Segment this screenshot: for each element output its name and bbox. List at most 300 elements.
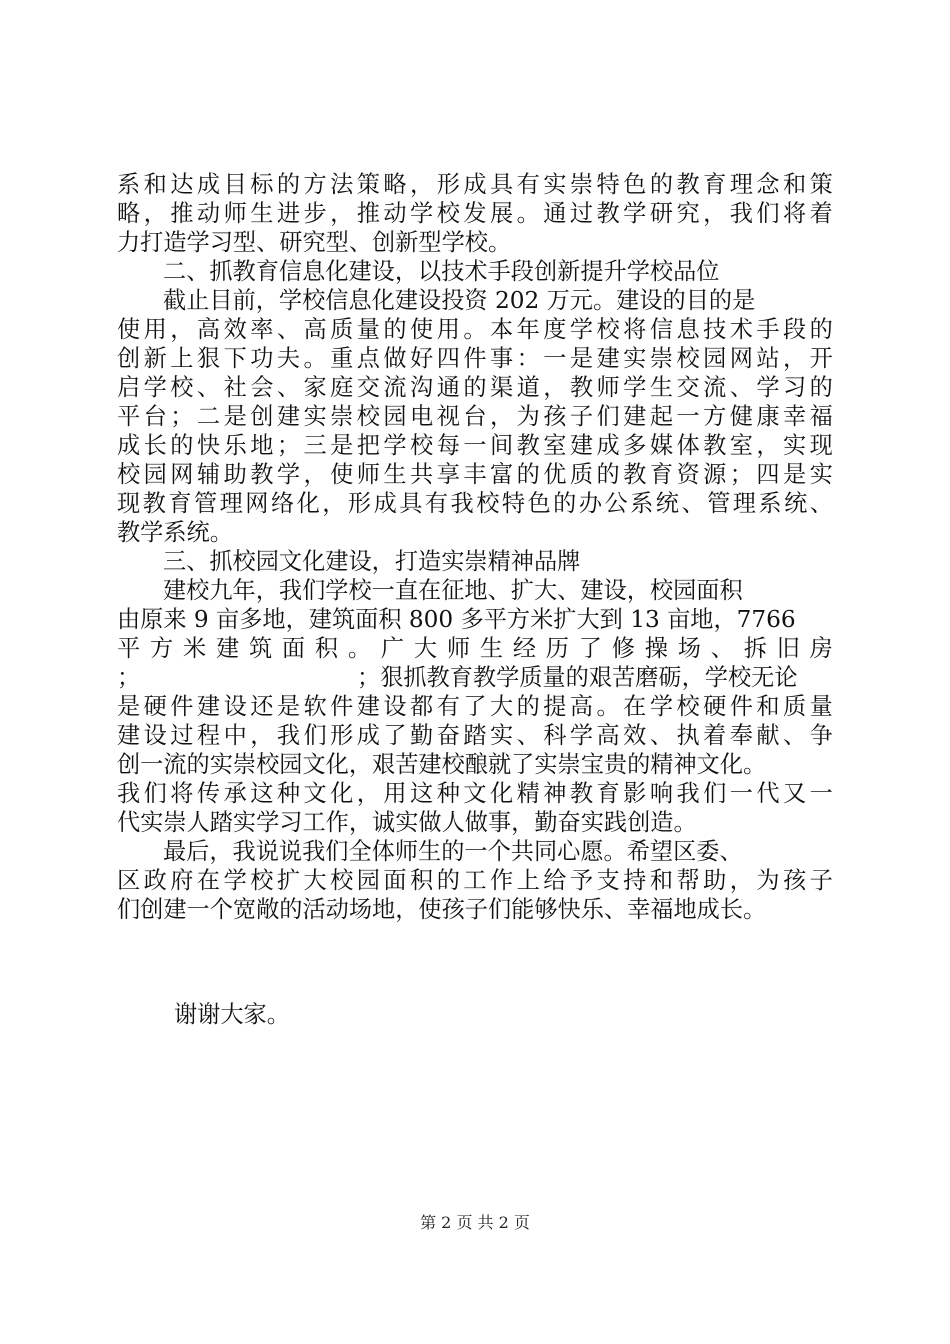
text-glyph: 视 xyxy=(436,403,460,430)
text-glyph: 师 xyxy=(223,200,247,227)
text-glyph: 崇 xyxy=(330,403,354,430)
text-glyph: 年 xyxy=(516,316,540,343)
text-glyph: 学 xyxy=(276,461,301,488)
text-glyph: 平 xyxy=(117,403,141,430)
text-glyph: 是 xyxy=(569,345,594,372)
text-glyph: 形 xyxy=(330,722,354,749)
text-glyph: 策 xyxy=(809,171,833,198)
text-glyph: 又 xyxy=(783,780,807,807)
text-glyph: 精 xyxy=(516,780,540,807)
text-glyph: 有 xyxy=(424,490,449,517)
text-glyph: ； xyxy=(276,432,301,459)
text-glyph: 一 xyxy=(809,780,833,807)
text-glyph: 大 xyxy=(303,867,327,894)
text-glyph: 这 xyxy=(410,780,434,807)
text-glyph: ， xyxy=(729,867,753,894)
text-glyph: 经 xyxy=(512,635,536,662)
text-glyph: 校 xyxy=(476,490,500,517)
text-glyph: 是 xyxy=(223,403,247,430)
text-glyph: 狠 xyxy=(196,345,221,372)
text-glyph: 上 xyxy=(516,867,540,894)
text-glyph: 历 xyxy=(545,635,569,662)
text-glyph: 略 xyxy=(383,171,407,198)
text-glyph: 成 xyxy=(196,171,221,198)
text-glyph: 用 xyxy=(436,316,460,343)
text-glyph: ， xyxy=(356,780,380,807)
text-glyph: 校 xyxy=(250,867,274,894)
text-glyph: 、 xyxy=(649,722,673,749)
text-glyph: 启 xyxy=(117,374,141,401)
text-glyph: 本 xyxy=(489,316,514,343)
text-glyph: ， xyxy=(756,432,780,459)
text-glyph: 下 xyxy=(223,345,247,372)
text-glyph: 们 xyxy=(756,200,780,227)
text-glyph: 体 xyxy=(676,432,700,459)
text-line: 截止目前，学校信息化建设投资 202 万元。建设的目的是 xyxy=(163,287,756,314)
text-fragment: ； xyxy=(117,664,141,691)
text-glyph: 色 xyxy=(527,490,551,517)
text-glyph: 过 xyxy=(569,200,594,227)
text-glyph: 的 xyxy=(516,461,540,488)
text-glyph: 和 xyxy=(649,867,673,894)
text-glyph: 扩 xyxy=(276,867,301,894)
text-glyph: 成 xyxy=(463,171,487,198)
text-glyph: 系 xyxy=(630,490,654,517)
text-glyph: 子 xyxy=(569,403,594,430)
text-glyph: 法 xyxy=(330,171,354,198)
text-glyph: 在 xyxy=(623,693,647,720)
text-glyph: 学 xyxy=(623,200,647,227)
text-glyph: 高 xyxy=(569,693,594,720)
text-glyph: 质 xyxy=(783,693,807,720)
text-glyph: 学 xyxy=(223,867,247,894)
text-glyph: 道 xyxy=(516,374,540,401)
text-glyph: 给 xyxy=(543,867,567,894)
text-line: 教学系统。 xyxy=(117,519,233,546)
text-glyph: 社 xyxy=(223,374,247,401)
text-glyph: 将 xyxy=(783,200,807,227)
text-glyph: 富 xyxy=(489,461,514,488)
text-glyph: 和 xyxy=(783,171,807,198)
text-glyph: 二 xyxy=(196,403,221,430)
text-glyph: 络 xyxy=(270,490,295,517)
text-glyph: 高 xyxy=(196,316,221,343)
text-glyph: 略 xyxy=(117,200,141,227)
text-glyph: 操 xyxy=(644,635,668,662)
text-glyph: 奋 xyxy=(436,722,460,749)
text-glyph: 建 xyxy=(215,635,240,662)
text-glyph: 我 xyxy=(117,780,141,807)
text-line xyxy=(117,779,833,808)
text-glyph: 、 xyxy=(729,374,753,401)
text-glyph: 师 xyxy=(596,374,620,401)
text-glyph: 教 xyxy=(569,780,594,807)
text-glyph: 建 xyxy=(196,693,221,720)
text-glyph: 形 xyxy=(436,171,460,198)
text-glyph: 学 xyxy=(410,200,434,227)
text-glyph: 大 xyxy=(489,693,514,720)
text-glyph: 把 xyxy=(356,432,380,459)
text-glyph: 园 xyxy=(356,867,380,894)
text-glyph: 和 xyxy=(756,693,780,720)
text-glyph: 享 xyxy=(436,461,460,488)
text-glyph: 我 xyxy=(276,722,301,749)
text-glyph: 学 xyxy=(383,432,407,459)
text-glyph: 教 xyxy=(676,171,700,198)
text-glyph: 。 xyxy=(516,200,540,227)
text-line xyxy=(117,373,833,402)
text-glyph: ， xyxy=(783,345,807,372)
text-glyph: 实 xyxy=(489,722,514,749)
text-glyph: 园 xyxy=(703,345,727,372)
text-glyph: 快 xyxy=(196,432,221,459)
text-glyph: 软 xyxy=(303,693,327,720)
text-glyph: 夫 xyxy=(276,345,301,372)
text-glyph: 统 xyxy=(784,490,808,517)
text-glyph: 积 xyxy=(410,867,434,894)
text-glyph: ， xyxy=(330,200,354,227)
text-glyph: 校 xyxy=(170,374,194,401)
text-glyph: 四 xyxy=(756,461,780,488)
text-glyph: 、 xyxy=(710,635,734,662)
text-glyph: 旧 xyxy=(776,635,800,662)
text-glyph: 神 xyxy=(543,780,567,807)
text-glyph: 的 xyxy=(170,432,194,459)
text-glyph: 多 xyxy=(623,432,647,459)
text-line xyxy=(117,344,833,373)
text-glyph: 园 xyxy=(383,403,407,430)
text-line xyxy=(117,634,833,663)
text-glyph: 校 xyxy=(676,693,700,720)
text-glyph: 用 xyxy=(383,780,407,807)
text-glyph: 孩 xyxy=(783,867,807,894)
text-glyph: 设 xyxy=(223,693,247,720)
text-glyph: 踏 xyxy=(463,722,487,749)
text-glyph: 通 xyxy=(543,200,567,227)
text-glyph: 的 xyxy=(463,374,487,401)
text-glyph: 成 xyxy=(373,490,397,517)
text-glyph: 化 xyxy=(330,780,354,807)
text-glyph: 庭 xyxy=(330,374,354,401)
text-line xyxy=(117,170,833,199)
text-glyph: 建 xyxy=(117,722,141,749)
text-glyph: 推 xyxy=(356,200,380,227)
text-glyph: 的 xyxy=(649,171,673,198)
text-glyph: ， xyxy=(322,490,346,517)
text-glyph: 理 xyxy=(219,490,243,517)
text-glyph: ， xyxy=(250,722,274,749)
text-glyph: 的 xyxy=(596,461,620,488)
text-glyph: 文 xyxy=(463,780,487,807)
text-glyph: 交 xyxy=(356,374,380,401)
text-glyph: 科 xyxy=(543,722,567,749)
text-glyph: 做 xyxy=(383,345,407,372)
text-glyph: 高 xyxy=(596,722,620,749)
text-glyph: 推 xyxy=(170,200,194,227)
text-glyph: 教 xyxy=(703,432,727,459)
text-glyph: 生 xyxy=(250,200,274,227)
text-glyph: 持 xyxy=(623,867,647,894)
text-glyph: 实 xyxy=(809,461,833,488)
text-glyph: 息 xyxy=(676,316,700,343)
text-glyph: ， xyxy=(410,171,434,198)
text-glyph: 程 xyxy=(196,722,221,749)
text-glyph: 们 xyxy=(596,403,620,430)
text-glyph: 建 xyxy=(356,693,380,720)
text-glyph: 统 xyxy=(655,490,679,517)
section-heading: 三、抓校园文化建设，打造实崇精神品牌 xyxy=(163,548,581,575)
text-glyph: 。 xyxy=(463,316,487,343)
text-glyph: 。 xyxy=(596,693,620,720)
text-glyph: 的 xyxy=(383,316,407,343)
text-line xyxy=(117,721,833,750)
text-glyph: 件 xyxy=(330,693,354,720)
text-glyph: 教 xyxy=(569,374,594,401)
text-glyph: 功 xyxy=(250,345,274,372)
text-glyph: 量 xyxy=(809,693,833,720)
text-glyph: 育 xyxy=(596,780,620,807)
text-glyph: 文 xyxy=(303,780,327,807)
text-glyph: 。 xyxy=(303,345,327,372)
text-glyph: 发 xyxy=(463,200,487,227)
text-glyph: 师 xyxy=(356,461,380,488)
text-glyph: 事 xyxy=(489,345,514,372)
text-glyph: 创 xyxy=(117,345,141,372)
text-glyph: 一 xyxy=(729,780,753,807)
text-glyph: 建 xyxy=(596,345,620,372)
text-glyph: 助 xyxy=(223,461,247,488)
text-glyph: 理 xyxy=(729,171,753,198)
text-glyph: 优 xyxy=(543,461,567,488)
text-line: 们创建一个宽敞的活动场地，使孩子们能够快乐、幸福地成长。 xyxy=(117,896,767,923)
text-glyph: 学 xyxy=(569,722,594,749)
text-glyph: 筑 xyxy=(248,635,273,662)
text-glyph: 丰 xyxy=(463,461,487,488)
text-glyph: 建 xyxy=(276,403,301,430)
text-line xyxy=(117,315,833,344)
text-glyph: 子 xyxy=(809,867,833,894)
text-glyph: 有 xyxy=(436,693,460,720)
text-glyph: 康 xyxy=(756,403,780,430)
text-glyph: 、 xyxy=(276,374,301,401)
text-glyph: 了 xyxy=(463,693,487,720)
text-glyph: 建 xyxy=(569,432,594,459)
text-glyph: 面 xyxy=(281,635,306,662)
text-glyph: 网 xyxy=(245,490,269,517)
text-glyph: 媒 xyxy=(649,432,673,459)
text-glyph: 学 xyxy=(143,374,167,401)
text-glyph: 公 xyxy=(604,490,628,517)
text-glyph: 府 xyxy=(170,867,194,894)
text-glyph: 提 xyxy=(543,693,567,720)
text-glyph: 策 xyxy=(356,171,380,198)
text-glyph: 将 xyxy=(170,780,194,807)
text-glyph: 具 xyxy=(399,490,423,517)
text-glyph: 术 xyxy=(729,316,753,343)
text-glyph: 崇 xyxy=(649,345,673,372)
text-glyph: 过 xyxy=(170,722,194,749)
text-glyph: 重 xyxy=(330,345,354,372)
text-glyph: 质 xyxy=(569,461,594,488)
text-fragment: ；狠抓教育教学质量的艰苦磨砺，学校无论 xyxy=(357,664,798,691)
text-glyph: 是 xyxy=(330,432,354,459)
text-glyph: 奉 xyxy=(729,722,753,749)
text-glyph: 标 xyxy=(250,171,274,198)
text-glyph: 、 xyxy=(809,490,833,517)
text-glyph: 乐 xyxy=(223,432,247,459)
text-line xyxy=(117,402,833,431)
text-glyph: 们 xyxy=(703,780,727,807)
text-glyph: 效 xyxy=(223,316,247,343)
text-glyph: 学 xyxy=(623,374,647,401)
text-glyph: 点 xyxy=(356,345,380,372)
text-glyph: 我 xyxy=(676,780,700,807)
text-glyph: 帮 xyxy=(676,867,700,894)
text-glyph: 了 xyxy=(578,635,602,662)
text-glyph: 网 xyxy=(170,461,194,488)
text-glyph: 动 xyxy=(196,200,221,227)
text-glyph: 件 xyxy=(170,693,194,720)
text-glyph: 还 xyxy=(250,693,274,720)
text-glyph: 教 xyxy=(142,490,166,517)
text-glyph: 政 xyxy=(143,867,167,894)
text-glyph: 中 xyxy=(223,722,247,749)
text-glyph: 地 xyxy=(250,432,274,459)
text-glyph: 、 xyxy=(783,722,807,749)
text-glyph: 为 xyxy=(516,403,540,430)
text-glyph: 研 xyxy=(649,200,673,227)
text-glyph: 代 xyxy=(756,780,780,807)
text-glyph: ， xyxy=(489,403,514,430)
text-glyph: 起 xyxy=(649,403,673,430)
text-glyph: 展 xyxy=(489,200,514,227)
text-glyph: 度 xyxy=(543,316,567,343)
page-footer: 第 2 页 共 2 页 xyxy=(420,1213,530,1232)
text-glyph: 生 xyxy=(383,461,407,488)
text-glyph: 资 xyxy=(676,461,700,488)
text-glyph: 源 xyxy=(703,461,727,488)
text-glyph: 进 xyxy=(276,200,301,227)
text-glyph: 场 xyxy=(677,635,701,662)
text-glyph: 健 xyxy=(729,403,753,430)
text-glyph: 育 xyxy=(703,171,727,198)
text-glyph: 教 xyxy=(516,432,540,459)
text-glyph: 校 xyxy=(356,403,380,430)
text-glyph: 的 xyxy=(516,693,540,720)
text-glyph: 在 xyxy=(196,867,221,894)
text-glyph: 校 xyxy=(330,867,354,894)
text-glyph: 学 xyxy=(569,316,594,343)
text-glyph: 室 xyxy=(729,432,753,459)
text-glyph: 使 xyxy=(410,316,434,343)
text-line xyxy=(117,692,833,721)
text-glyph: 予 xyxy=(569,867,594,894)
text-glyph: ， xyxy=(170,316,194,343)
text-glyph: 会 xyxy=(250,374,274,401)
text-glyph: 有 xyxy=(516,171,540,198)
text-glyph: 硬 xyxy=(703,693,727,720)
text-glyph: 共 xyxy=(410,461,434,488)
text-line: 代实崇人踏实学习工作，诚实做人做事，勤奋实践创造。 xyxy=(117,809,697,836)
text-glyph: ； xyxy=(170,403,194,430)
text-line: 由原来 9 亩多地，建筑面积 800 多平方米扩大到 13 亩地，7766 xyxy=(117,606,796,633)
text-glyph: 现 xyxy=(809,432,833,459)
text-glyph: 色 xyxy=(623,171,647,198)
text-glyph: 段 xyxy=(783,316,807,343)
text-glyph: 高 xyxy=(303,316,327,343)
text-glyph: 创 xyxy=(250,403,274,430)
text-glyph: 一 xyxy=(676,403,700,430)
text-glyph: 硬 xyxy=(143,693,167,720)
text-glyph: 教 xyxy=(623,461,647,488)
text-glyph: 献 xyxy=(756,722,780,749)
text-line xyxy=(117,460,833,489)
text-glyph: 台 xyxy=(143,403,167,430)
text-glyph: 、 xyxy=(681,490,705,517)
text-glyph: 、 xyxy=(276,316,301,343)
text-glyph: 校 xyxy=(596,316,620,343)
text-glyph: 管 xyxy=(193,490,218,517)
text-glyph: 网 xyxy=(729,345,753,372)
text-glyph: 特 xyxy=(596,171,620,198)
text-glyph: 实 xyxy=(783,432,807,459)
text-glyph: 实 xyxy=(303,403,327,430)
text-glyph: 上 xyxy=(170,345,194,372)
text-glyph: 通 xyxy=(436,374,460,401)
text-glyph: 开 xyxy=(809,345,833,372)
text-glyph: 的 xyxy=(809,316,833,343)
text-glyph: 设 xyxy=(143,722,167,749)
text-glyph: 习 xyxy=(783,374,807,401)
text-glyph: ， xyxy=(543,374,567,401)
text-glyph: 四 xyxy=(436,345,460,372)
text-glyph: 究 xyxy=(676,200,700,227)
text-glyph: 系 xyxy=(758,490,782,517)
text-glyph: 崇 xyxy=(569,171,594,198)
document-body xyxy=(117,170,833,924)
text-glyph: 房 xyxy=(809,635,833,662)
text-glyph: 沟 xyxy=(410,374,434,401)
text-glyph: 争 xyxy=(809,722,833,749)
text-glyph: 生 xyxy=(479,635,504,662)
text-glyph: 达 xyxy=(170,171,194,198)
text-line: 力打造学习型、研究型、创新型学校。 xyxy=(117,229,512,256)
text-glyph: 种 xyxy=(436,780,460,807)
text-glyph: ， xyxy=(703,200,727,227)
text-line: 最后，我说说我们全体师生的一个共同心愿。希望区委、 xyxy=(163,838,743,865)
closing-line: 谢谢大家。 xyxy=(174,1001,290,1028)
text-glyph: 渠 xyxy=(489,374,514,401)
text-glyph: 好 xyxy=(410,345,434,372)
text-glyph: 理 xyxy=(732,490,756,517)
text-glyph: 校 xyxy=(436,200,460,227)
text-glyph: 现 xyxy=(117,490,141,517)
text-glyph: 动 xyxy=(383,200,407,227)
text-glyph: 流 xyxy=(383,374,407,401)
text-glyph: 每 xyxy=(436,432,460,459)
text-glyph: 用 xyxy=(143,316,167,343)
text-glyph: 平 xyxy=(117,635,141,662)
text-line: 创一流的实崇校园文化，艰苦建校酿就了实崇宝贵的精神文化。 xyxy=(117,751,767,778)
text-glyph: 我 xyxy=(450,490,474,517)
text-glyph: 积 xyxy=(314,635,339,662)
text-glyph: 方 xyxy=(303,171,327,198)
text-glyph: 系 xyxy=(117,171,141,198)
text-glyph: 站 xyxy=(756,345,780,372)
text-glyph: 拆 xyxy=(743,635,767,662)
text-glyph: 们 xyxy=(143,780,167,807)
text-glyph: 这 xyxy=(250,780,274,807)
